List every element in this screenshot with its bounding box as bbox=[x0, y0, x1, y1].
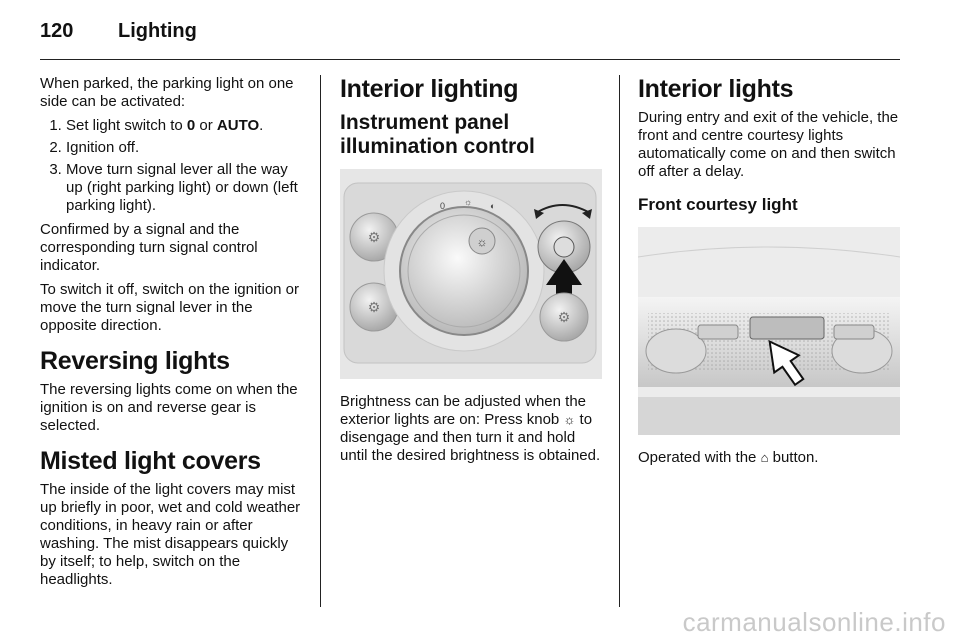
heading-interior-lights: Interior lights bbox=[638, 75, 794, 103]
paragraph: The inside of the light covers may mist up briefly in poor, wet and cold weather conditions, in heavy rain or after washing. The mist disappears quickly by itself; to help, switch on the headlights. bbox=[40, 481, 301, 588]
courtesy-light-button-icon: ⌂ bbox=[760, 450, 769, 465]
paragraph: Confirmed by a signal and the corresponding turn signal control indicator. bbox=[40, 221, 258, 274]
svg-text:◐: ◐ bbox=[490, 201, 496, 211]
list-item: 2. Ignition off. bbox=[66, 139, 306, 157]
paragraph: The reversing lights come on when the ignition is on and reverse gear is selected. bbox=[40, 381, 298, 434]
brightness-paragraph: Brightness can be adjusted when the exterior lights are on: Press knob ☼ to disengage and then turn it and hold until the desired brightness is obtained. bbox=[340, 393, 601, 464]
svg-text:⚙: ⚙ bbox=[557, 309, 571, 325]
header-rule bbox=[40, 59, 900, 60]
knob-symbol-icon: ☼ bbox=[563, 412, 576, 427]
column-divider bbox=[320, 75, 321, 607]
column-2 bbox=[340, 75, 606, 471]
operated-paragraph: Operated with the ⌂ button. bbox=[638, 449, 819, 466]
heading-instrument-panel: Instrument panel illumination control bbox=[340, 111, 535, 158]
column-3 bbox=[638, 75, 904, 473]
paragraph: During entry and exit of the vehicle, the front and centre courtesy lights automatically come on and then switch off after a delay. bbox=[638, 109, 899, 180]
svg-text:☼: ☼ bbox=[464, 197, 473, 207]
svg-text:⚙: ⚙ bbox=[367, 229, 381, 245]
heading-interior-lighting: Interior lighting bbox=[340, 75, 519, 103]
svg-text:⚙: ⚙ bbox=[367, 299, 381, 315]
light-switch-illustration bbox=[340, 169, 602, 379]
parking-steps bbox=[40, 117, 306, 215]
column-1 bbox=[40, 75, 306, 595]
paragraph: To switch it off, switch on the ignition or move the turn signal lever in the opposite direction. bbox=[40, 281, 300, 334]
page-number: 120 bbox=[40, 20, 74, 42]
watermark: carmanualsonline.info bbox=[682, 607, 946, 637]
page-title: Lighting bbox=[118, 20, 197, 42]
parking-intro: When parked, the parking light on one side can be activated: bbox=[40, 75, 294, 110]
courtesy-light-illustration bbox=[638, 227, 900, 435]
list-item: 3. Move turn signal lever all the way up (right parking light) or down (left parking light). bbox=[66, 161, 306, 215]
list-item: 1. Set light switch to 0 or AUTO. bbox=[66, 117, 306, 135]
svg-text:☼: ☼ bbox=[476, 235, 488, 249]
heading-misted-light-covers: Misted light covers bbox=[40, 447, 261, 475]
page-header bbox=[40, 20, 197, 43]
heading-reversing-lights: Reversing lights bbox=[40, 347, 230, 375]
heading-front-courtesy-light: Front courtesy light bbox=[638, 195, 798, 214]
svg-text:0: 0 bbox=[440, 201, 446, 211]
column-divider bbox=[619, 75, 620, 607]
